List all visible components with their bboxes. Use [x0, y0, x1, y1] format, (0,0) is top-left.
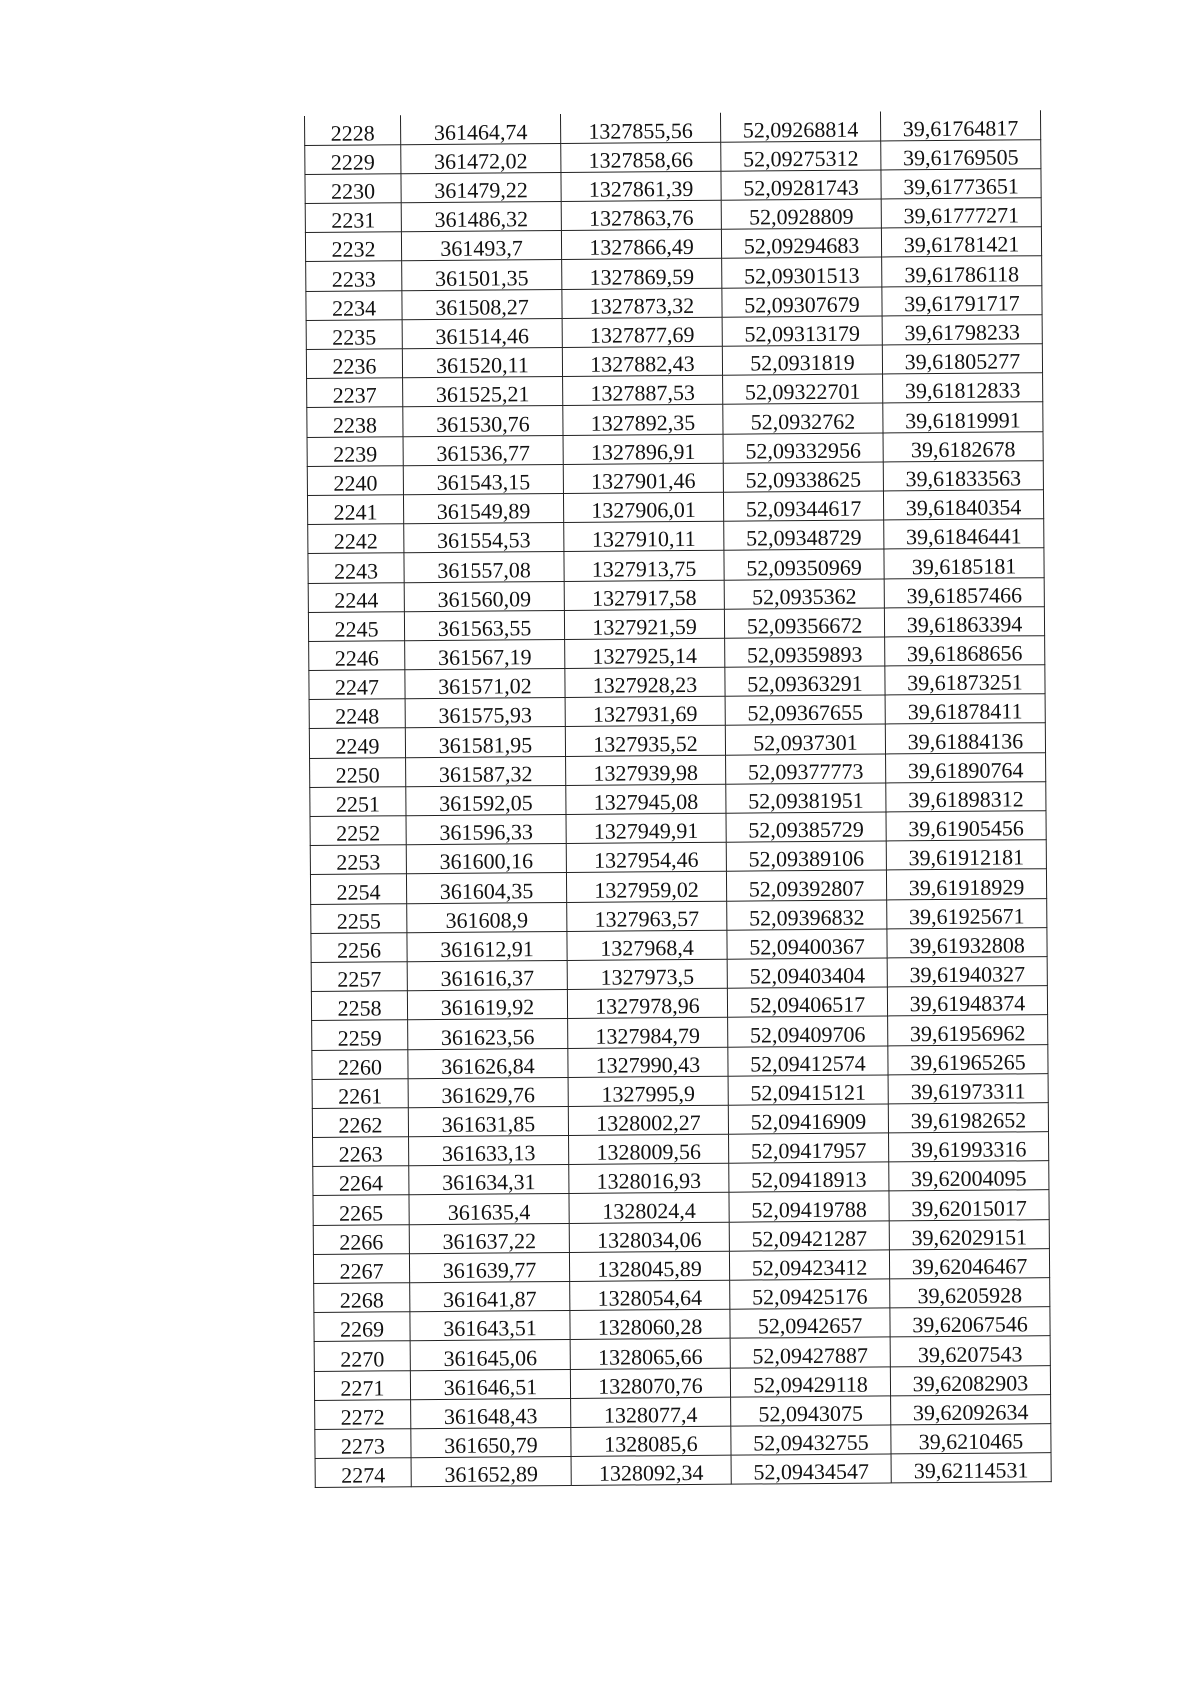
x-coordinate-cell: 361616,37 — [407, 960, 567, 990]
y-coordinate-cell: 1327877,69 — [562, 317, 722, 347]
y-coordinate-cell: 1327892,35 — [563, 405, 723, 435]
point-number-cell: 2243 — [308, 553, 404, 583]
longitude-cell: 39,61973311 — [888, 1073, 1048, 1103]
latitude-cell: 52,09381951 — [726, 783, 886, 813]
point-number-cell: 2254 — [310, 874, 406, 904]
latitude-cell: 52,0932762 — [723, 403, 883, 433]
y-coordinate-cell: 1328045,89 — [569, 1251, 729, 1281]
x-coordinate-cell: 361646,51 — [410, 1369, 570, 1399]
x-coordinate-cell: 361472,02 — [401, 143, 561, 173]
table-row — [305, 198, 1041, 233]
latitude-cell: 52,09416909 — [728, 1104, 888, 1134]
x-coordinate-cell: 361530,76 — [403, 406, 563, 436]
longitude-cell: 39,6205928 — [890, 1278, 1050, 1308]
x-coordinate-cell: 361608,9 — [407, 902, 567, 932]
table-row — [315, 1424, 1051, 1459]
table-row — [308, 519, 1044, 554]
latitude-cell: 52,0931819 — [722, 345, 882, 375]
x-coordinate-cell: 361501,35 — [402, 260, 562, 290]
point-number-cell: 2245 — [308, 611, 404, 641]
table-row — [312, 1015, 1048, 1050]
point-number-cell: 2265 — [313, 1195, 409, 1225]
y-coordinate-cell: 1328054,64 — [570, 1280, 730, 1310]
y-coordinate-cell: 1328065,66 — [570, 1339, 730, 1369]
point-number-cell: 2257 — [311, 962, 407, 992]
point-number-cell: 2251 — [310, 787, 406, 817]
longitude-cell: 39,62092634 — [891, 1394, 1051, 1424]
table-row — [309, 694, 1045, 729]
y-coordinate-cell: 1328085,6 — [571, 1426, 731, 1456]
x-coordinate-cell: 361623,56 — [408, 1019, 568, 1049]
longitude-cell: 39,62046467 — [889, 1248, 1049, 1278]
y-coordinate-cell: 1327869,59 — [562, 259, 722, 289]
latitude-cell: 52,09396832 — [727, 900, 887, 930]
x-coordinate-cell: 361567,19 — [405, 639, 565, 669]
latitude-cell: 52,09268814 — [720, 111, 880, 141]
y-coordinate-cell: 1327968,4 — [567, 930, 727, 960]
table-row — [307, 402, 1043, 437]
latitude-cell: 52,09281743 — [721, 170, 881, 200]
point-number-cell: 2271 — [314, 1370, 410, 1400]
point-number-cell: 2234 — [306, 290, 402, 320]
table-row — [308, 577, 1044, 612]
table-row — [310, 752, 1046, 787]
y-coordinate-cell: 1327990,43 — [568, 1047, 728, 1077]
x-coordinate-cell: 361554,53 — [404, 523, 564, 553]
point-number-cell: 2246 — [309, 641, 405, 671]
table-row — [312, 1103, 1048, 1138]
longitude-cell: 39,61868656 — [885, 636, 1045, 666]
y-coordinate-cell: 1327925,14 — [565, 638, 725, 668]
x-coordinate-cell: 361493,7 — [401, 231, 561, 261]
point-number-cell: 2230 — [305, 174, 401, 204]
table-row — [308, 606, 1044, 641]
x-coordinate-cell: 361479,22 — [401, 172, 561, 202]
longitude-cell: 39,61965265 — [888, 1044, 1048, 1074]
longitude-cell: 39,61918929 — [886, 869, 1046, 899]
longitude-cell: 39,61805277 — [882, 344, 1042, 374]
point-number-cell: 2237 — [307, 378, 403, 408]
point-number-cell: 2231 — [305, 203, 401, 233]
longitude-cell: 39,61890764 — [886, 752, 1046, 782]
point-number-cell: 2239 — [307, 436, 403, 466]
table-row — [310, 811, 1046, 846]
table-row — [310, 840, 1046, 875]
latitude-cell: 52,09400367 — [727, 929, 887, 959]
table-row — [306, 344, 1042, 379]
table-row — [305, 227, 1041, 262]
latitude-cell: 52,09363291 — [725, 666, 885, 696]
point-number-cell: 2242 — [308, 524, 404, 554]
y-coordinate-cell: 1327939,98 — [566, 755, 726, 785]
longitude-cell: 39,61905456 — [886, 811, 1046, 841]
latitude-cell: 52,09434547 — [731, 1454, 891, 1484]
latitude-cell: 52,09406517 — [727, 987, 887, 1017]
table-row — [314, 1307, 1050, 1342]
point-number-cell: 2252 — [310, 816, 406, 846]
latitude-cell: 52,09421287 — [729, 1221, 889, 1251]
y-coordinate-cell: 1327861,39 — [561, 171, 721, 201]
longitude-cell: 39,61873251 — [885, 665, 1045, 695]
point-number-cell: 2262 — [312, 1108, 408, 1138]
latitude-cell: 52,0943075 — [731, 1396, 891, 1426]
y-coordinate-cell: 1327906,01 — [563, 492, 723, 522]
longitude-cell: 39,61786118 — [882, 256, 1042, 286]
longitude-cell: 39,61932808 — [887, 927, 1047, 957]
y-coordinate-cell: 1328060,28 — [570, 1309, 730, 1339]
table-row — [309, 665, 1045, 700]
latitude-cell: 52,0928809 — [721, 199, 881, 229]
longitude-cell: 39,61956962 — [888, 1015, 1048, 1045]
latitude-cell: 52,09367655 — [725, 695, 885, 725]
table-row — [307, 431, 1043, 466]
latitude-cell: 52,09348729 — [724, 520, 884, 550]
y-coordinate-cell: 1327954,46 — [566, 842, 726, 872]
x-coordinate-cell: 361629,76 — [408, 1077, 568, 1107]
x-coordinate-cell: 361581,95 — [405, 727, 565, 757]
latitude-cell: 52,09389106 — [726, 841, 886, 871]
table-row — [311, 957, 1047, 992]
longitude-cell: 39,61993316 — [889, 1132, 1049, 1162]
point-number-cell: 2273 — [315, 1429, 411, 1459]
table-row — [312, 1044, 1048, 1079]
latitude-cell: 52,09385729 — [726, 812, 886, 842]
y-coordinate-cell: 1327858,66 — [561, 142, 721, 172]
longitude-cell: 39,62114531 — [891, 1453, 1051, 1483]
point-number-cell: 2258 — [311, 991, 407, 1021]
y-coordinate-cell: 1328016,93 — [569, 1163, 729, 1193]
longitude-cell: 39,61857466 — [884, 577, 1044, 607]
latitude-cell: 52,0935362 — [724, 578, 884, 608]
y-coordinate-cell: 1328077,4 — [571, 1397, 731, 1427]
x-coordinate-cell: 361639,77 — [409, 1252, 569, 1282]
y-coordinate-cell: 1327896,91 — [563, 434, 723, 464]
latitude-cell: 52,09377773 — [726, 754, 886, 784]
longitude-cell: 39,61912181 — [886, 840, 1046, 870]
y-coordinate-cell: 1327945,08 — [566, 784, 726, 814]
x-coordinate-cell: 361633,13 — [409, 1136, 569, 1166]
longitude-cell: 39,61812833 — [883, 373, 1043, 403]
latitude-cell: 52,09332956 — [723, 433, 883, 463]
point-number-cell: 2260 — [312, 1049, 408, 1079]
latitude-cell: 52,09418913 — [729, 1162, 889, 1192]
y-coordinate-cell: 1327921,59 — [564, 609, 724, 639]
latitude-cell: 52,0942657 — [730, 1308, 890, 1338]
x-coordinate-cell: 361464,74 — [400, 114, 560, 144]
table-row — [313, 1161, 1049, 1196]
latitude-cell: 52,09423412 — [729, 1250, 889, 1280]
point-number-cell: 2250 — [310, 757, 406, 787]
y-coordinate-cell: 1327978,96 — [567, 988, 727, 1018]
point-number-cell: 2264 — [313, 1166, 409, 1196]
point-number-cell: 2232 — [305, 232, 401, 262]
latitude-cell: 52,09359893 — [725, 637, 885, 667]
point-number-cell: 2238 — [307, 407, 403, 437]
point-number-cell: 2263 — [313, 1137, 409, 1167]
latitude-cell: 52,09403404 — [727, 958, 887, 988]
table-row — [306, 256, 1042, 291]
x-coordinate-cell: 361575,93 — [405, 698, 565, 728]
longitude-cell: 39,62015017 — [889, 1190, 1049, 1220]
x-coordinate-cell: 361619,92 — [407, 990, 567, 1020]
latitude-cell: 52,09294683 — [721, 228, 881, 258]
point-number-cell: 2233 — [306, 261, 402, 291]
longitude-cell: 39,62082903 — [890, 1365, 1050, 1395]
longitude-cell: 39,61982652 — [888, 1103, 1048, 1133]
table-row — [313, 1190, 1049, 1225]
point-number-cell: 2236 — [306, 349, 402, 379]
latitude-cell: 52,09415121 — [728, 1075, 888, 1105]
coordinates-table-body — [304, 110, 1051, 1488]
longitude-cell: 39,61819991 — [883, 402, 1043, 432]
point-number-cell: 2228 — [304, 115, 400, 145]
latitude-cell: 52,09301513 — [722, 257, 882, 287]
y-coordinate-cell: 1327913,75 — [564, 551, 724, 581]
latitude-cell: 52,09392807 — [726, 870, 886, 900]
y-coordinate-cell: 1327863,76 — [561, 200, 721, 230]
y-coordinate-cell: 1327887,53 — [563, 375, 723, 405]
y-coordinate-cell: 1328009,56 — [569, 1134, 729, 1164]
x-coordinate-cell: 361645,06 — [410, 1340, 570, 1370]
longitude-cell: 39,61773651 — [881, 169, 1041, 199]
y-coordinate-cell: 1327949,91 — [566, 813, 726, 843]
longitude-cell: 39,61791717 — [882, 285, 1042, 315]
longitude-cell: 39,6182678 — [883, 431, 1043, 461]
point-number-cell: 2253 — [310, 845, 406, 875]
x-coordinate-cell: 361604,35 — [406, 873, 566, 903]
x-coordinate-cell: 361643,51 — [410, 1311, 570, 1341]
table-row — [306, 315, 1042, 350]
table-row — [314, 1278, 1050, 1313]
table-row — [313, 1132, 1049, 1167]
y-coordinate-cell: 1327873,32 — [562, 288, 722, 318]
latitude-cell: 52,09427887 — [730, 1337, 890, 1367]
latitude-cell: 52,09409706 — [728, 1016, 888, 1046]
longitude-cell: 39,61898312 — [886, 782, 1046, 812]
longitude-cell: 39,61769505 — [881, 139, 1041, 169]
x-coordinate-cell: 361635,4 — [409, 1194, 569, 1224]
table-row — [304, 110, 1040, 145]
x-coordinate-cell: 361592,05 — [406, 785, 566, 815]
x-coordinate-cell: 361520,11 — [402, 347, 562, 377]
y-coordinate-cell: 1327855,56 — [560, 113, 720, 143]
point-number-cell: 2235 — [306, 320, 402, 350]
point-number-cell: 2266 — [313, 1224, 409, 1254]
x-coordinate-cell: 361612,91 — [407, 931, 567, 961]
point-number-cell: 2272 — [315, 1399, 411, 1429]
table-row — [315, 1453, 1051, 1488]
table-row — [307, 460, 1043, 495]
x-coordinate-cell: 361631,85 — [408, 1106, 568, 1136]
latitude-cell: 52,09313179 — [722, 316, 882, 346]
point-number-cell: 2274 — [315, 1458, 411, 1488]
table-row — [314, 1365, 1050, 1400]
x-coordinate-cell: 361560,09 — [404, 581, 564, 611]
y-coordinate-cell: 1327866,49 — [561, 229, 721, 259]
point-number-cell: 2255 — [311, 903, 407, 933]
table-row — [308, 548, 1044, 583]
point-number-cell: 2247 — [309, 670, 405, 700]
point-number-cell: 2244 — [308, 582, 404, 612]
table-row — [314, 1336, 1050, 1371]
y-coordinate-cell: 1327935,52 — [565, 726, 725, 756]
x-coordinate-cell: 361587,32 — [406, 756, 566, 786]
x-coordinate-cell: 361634,31 — [409, 1165, 569, 1195]
longitude-cell: 39,6185181 — [884, 548, 1044, 578]
y-coordinate-cell: 1327959,02 — [566, 872, 726, 902]
y-coordinate-cell: 1327910,11 — [564, 521, 724, 551]
latitude-cell: 52,09429118 — [730, 1366, 890, 1396]
point-number-cell: 2240 — [307, 465, 403, 495]
x-coordinate-cell: 361600,16 — [406, 844, 566, 874]
point-number-cell: 2268 — [314, 1283, 410, 1313]
x-coordinate-cell: 361563,55 — [404, 610, 564, 640]
table-row — [310, 782, 1046, 817]
x-coordinate-cell: 361571,02 — [405, 669, 565, 699]
latitude-cell: 52,09356672 — [724, 608, 884, 638]
y-coordinate-cell: 1327984,79 — [568, 1018, 728, 1048]
longitude-cell: 39,62067546 — [890, 1307, 1050, 1337]
point-number-cell: 2269 — [314, 1312, 410, 1342]
longitude-cell: 39,62004095 — [889, 1161, 1049, 1191]
longitude-cell: 39,61878411 — [885, 694, 1045, 724]
table-row — [313, 1219, 1049, 1254]
longitude-cell: 39,61833563 — [883, 460, 1043, 490]
point-number-cell: 2270 — [314, 1341, 410, 1371]
table-row — [307, 373, 1043, 408]
longitude-cell: 39,61840354 — [883, 490, 1043, 520]
coordinates-table — [304, 110, 1052, 1488]
x-coordinate-cell: 361626,84 — [408, 1048, 568, 1078]
latitude-cell: 52,09307679 — [722, 287, 882, 317]
point-number-cell: 2248 — [309, 699, 405, 729]
y-coordinate-cell: 1327901,46 — [563, 463, 723, 493]
point-number-cell: 2267 — [313, 1254, 409, 1284]
table-row — [307, 490, 1043, 525]
latitude-cell: 52,09419788 — [729, 1191, 889, 1221]
longitude-cell: 39,61940327 — [887, 957, 1047, 987]
y-coordinate-cell: 1328070,76 — [570, 1368, 730, 1398]
latitude-cell: 52,09322701 — [723, 374, 883, 404]
longitude-cell: 39,61777271 — [881, 198, 1041, 228]
x-coordinate-cell: 361486,32 — [401, 202, 561, 232]
y-coordinate-cell: 1327928,23 — [565, 667, 725, 697]
longitude-cell: 39,62029151 — [889, 1219, 1049, 1249]
table-row — [311, 898, 1047, 933]
longitude-cell: 39,61764817 — [880, 110, 1040, 140]
x-coordinate-cell: 361596,33 — [406, 814, 566, 844]
y-coordinate-cell: 1328034,06 — [569, 1222, 729, 1252]
y-coordinate-cell: 1328092,34 — [571, 1455, 731, 1485]
y-coordinate-cell: 1327931,69 — [565, 696, 725, 726]
y-coordinate-cell: 1328024,4 — [569, 1193, 729, 1223]
x-coordinate-cell: 361514,46 — [402, 318, 562, 348]
point-number-cell: 2249 — [309, 728, 405, 758]
table-row — [309, 723, 1045, 758]
latitude-cell: 52,09275312 — [721, 141, 881, 171]
longitude-cell: 39,61863394 — [884, 606, 1044, 636]
point-number-cell: 2259 — [312, 1020, 408, 1050]
longitude-cell: 39,61884136 — [885, 723, 1045, 753]
table-row — [311, 986, 1047, 1021]
longitude-cell: 39,61948374 — [887, 986, 1047, 1016]
x-coordinate-cell: 361637,22 — [409, 1223, 569, 1253]
x-coordinate-cell: 361641,87 — [410, 1281, 570, 1311]
y-coordinate-cell: 1327995,9 — [568, 1076, 728, 1106]
latitude-cell: 52,09344617 — [723, 491, 883, 521]
x-coordinate-cell: 361536,77 — [403, 435, 563, 465]
longitude-cell: 39,61925671 — [887, 898, 1047, 928]
table-row — [306, 285, 1042, 320]
y-coordinate-cell: 1327882,43 — [562, 346, 722, 376]
latitude-cell: 52,09417957 — [729, 1133, 889, 1163]
table-row — [312, 1073, 1048, 1108]
table-row — [311, 927, 1047, 962]
latitude-cell: 52,09350969 — [724, 549, 884, 579]
latitude-cell: 52,09412574 — [728, 1045, 888, 1075]
longitude-cell: 39,6210465 — [891, 1424, 1051, 1454]
y-coordinate-cell: 1327917,58 — [564, 580, 724, 610]
longitude-cell: 39,61798233 — [882, 315, 1042, 345]
latitude-cell: 52,09425176 — [730, 1279, 890, 1309]
point-number-cell: 2229 — [305, 144, 401, 174]
table-row — [305, 169, 1041, 204]
x-coordinate-cell: 361543,15 — [403, 464, 563, 494]
longitude-cell: 39,61846441 — [884, 519, 1044, 549]
longitude-cell: 39,61781421 — [881, 227, 1041, 257]
point-number-cell: 2256 — [311, 932, 407, 962]
y-coordinate-cell: 1327963,57 — [567, 901, 727, 931]
table-row — [309, 636, 1045, 671]
table-row — [310, 869, 1046, 904]
longitude-cell: 39,6207543 — [890, 1336, 1050, 1366]
table-row — [305, 139, 1041, 174]
table-row — [313, 1248, 1049, 1283]
latitude-cell: 52,0937301 — [725, 724, 885, 754]
x-coordinate-cell: 361648,43 — [411, 1398, 571, 1428]
latitude-cell: 52,09338625 — [723, 462, 883, 492]
y-coordinate-cell: 1328002,27 — [568, 1105, 728, 1135]
x-coordinate-cell: 361525,21 — [403, 377, 563, 407]
x-coordinate-cell: 361549,89 — [403, 493, 563, 523]
latitude-cell: 52,09432755 — [731, 1425, 891, 1455]
x-coordinate-cell: 361650,79 — [411, 1427, 571, 1457]
x-coordinate-cell: 361508,27 — [402, 289, 562, 319]
x-coordinate-cell: 361652,89 — [411, 1457, 571, 1487]
point-number-cell: 2241 — [307, 495, 403, 525]
point-number-cell: 2261 — [312, 1078, 408, 1108]
table-row — [315, 1394, 1051, 1429]
x-coordinate-cell: 361557,08 — [404, 552, 564, 582]
y-coordinate-cell: 1327973,5 — [567, 959, 727, 989]
